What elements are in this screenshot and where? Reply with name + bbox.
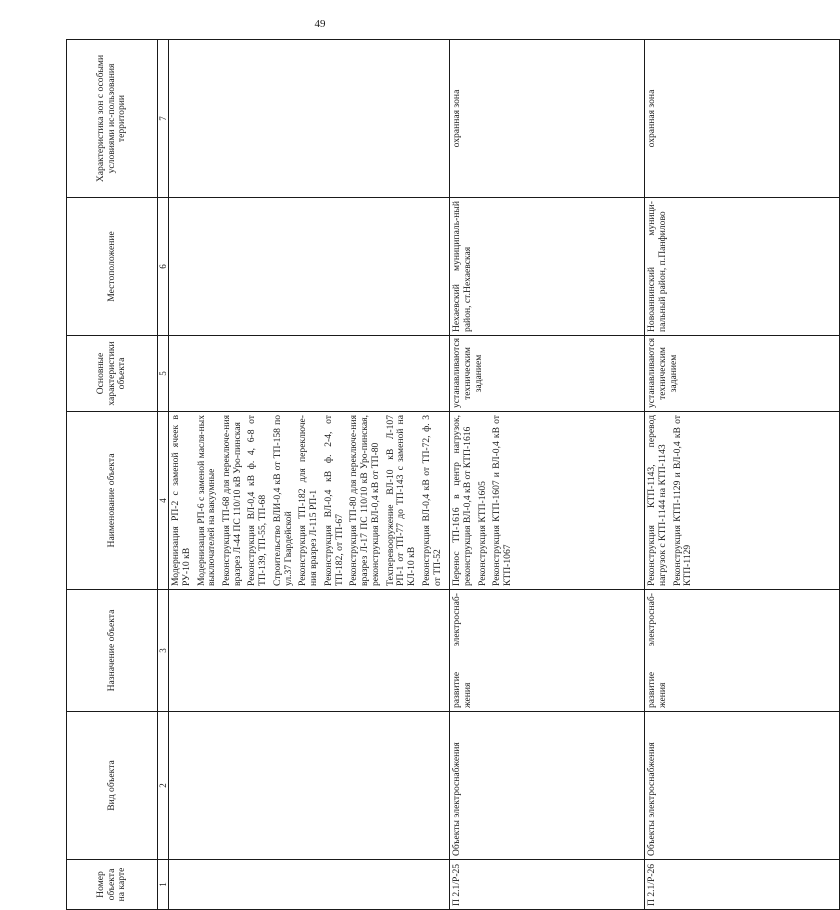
- object-purpose-cell: развитие электроснаб-жения: [645, 590, 840, 712]
- column-number: 5: [158, 336, 169, 412]
- object-name-item: Реконструкция ВЛ-0,4 кВ ф. 2-4, от ТП-182, от ТП-67: [322, 415, 345, 586]
- object-type-cell: Объекты электроснабжения: [450, 712, 645, 860]
- object-name-item: Модернизация РП-2 с заменой ячеек в РУ-10 кВ: [170, 415, 192, 586]
- object-number-cell: [169, 860, 450, 910]
- column-number: 7: [158, 40, 169, 198]
- object-location-cell: Новоаннинский муници-пальный район, п.Панфилово: [645, 198, 840, 336]
- column-number: 3: [158, 590, 169, 712]
- object-name-item: Реконструкция КТП-1607 и ВЛ-0,4 кВ от КТП-1067: [491, 415, 514, 586]
- object-type-cell: [169, 712, 450, 860]
- header-purpose: Назначение объекта: [67, 590, 158, 712]
- object-zone-cell: [169, 40, 450, 198]
- object-zone-cell: охранная зона: [645, 40, 840, 198]
- rotated-table-container: [66, 40, 694, 910]
- object-name-item: Строительство ВЛИ-0,4 кВ от ТП-158 по ул.37 Гвардейской: [271, 415, 294, 586]
- object-zone-cell: охранная зона: [450, 40, 645, 198]
- object-name-item: Техперевооружение ВЛ-10 кВ Л-107 РП-1 от ТП-77 до ТП-143 с заменой на КЛ-10 кВ: [384, 415, 418, 586]
- object-name-item: Реконструкция КТП-1605: [476, 481, 488, 586]
- object-number-cell: П 2.1/Р-25: [450, 860, 645, 910]
- column-number: 2: [158, 712, 169, 860]
- header-number: Номер объекта на карте: [67, 860, 158, 910]
- object-location-cell: [169, 198, 450, 336]
- object-characteristics-cell: устанавливаются техническим заданием: [645, 336, 840, 412]
- objects-table: [66, 39, 840, 910]
- table-row: [450, 40, 645, 910]
- column-number: 1: [158, 860, 169, 910]
- object-name-item: Реконструкция ТП-182 для переключе-ния вразрез Л-115 РП-1: [297, 415, 320, 586]
- object-name-item: Реконструкция ТП-80 для переключе-ния вразрез Л-17 ПС 110/10 кВ Уро-пинская, реконструкция ВЛ-0,4 кВ от ТП-80: [348, 415, 381, 586]
- header-location: Местоположение: [67, 198, 158, 336]
- object-characteristics-cell: [169, 336, 450, 412]
- object-purpose-cell: развитие электроснаб-жения: [450, 590, 645, 712]
- column-number: 4: [158, 412, 169, 590]
- object-purpose-cell: [169, 590, 450, 712]
- object-number-cell: П 2.1/Р-26: [645, 860, 840, 910]
- object-name-item: Реконструкция КТП-1143, перевод нагрузок с КТП-1144 на КТП-1143: [646, 415, 668, 586]
- table-row: [645, 40, 840, 910]
- object-name-item: Реконструкция ВЛ-0,4 кВ от ТП-72, ф. 3 от ТП-52: [420, 415, 443, 586]
- header-type: Вид объекта: [67, 712, 158, 860]
- object-type-cell: Объекты электроснабжения: [645, 712, 840, 860]
- object-name-item: Реконструкция КТП-1129 и ВЛ-0,4 кВ от КТП-1129: [671, 415, 694, 586]
- object-names-cell: [169, 412, 450, 590]
- object-name-item: Реконструкция ВЛ-0,4 кВ ф. 4, 6-8 от ТП-139, ТП-55, ТП-68: [246, 415, 269, 586]
- object-characteristics-cell: устанавливаются техническим заданием: [450, 336, 645, 412]
- column-number: 6: [158, 198, 169, 336]
- object-name-item: Модернизация РП-6 с заменой масля-ных выключателей на вакуумные: [195, 415, 218, 586]
- header-characteristics: Основные характеристики объекта: [67, 336, 158, 412]
- table-row: [169, 40, 450, 910]
- object-location-cell: Нехаевский муниципаль-ный район, ст.Нехаевская: [450, 198, 645, 336]
- header-name: Наименование объекта: [67, 412, 158, 590]
- column-number-row: [158, 40, 169, 910]
- object-name-item: Перенос ТП-1616 в центр нагрузок, реконструкция ВЛ-0,4 кВ от КТП-1616: [451, 415, 473, 586]
- object-name-item: Реконструкция ТП-68 для переключе-ния вразрез Л-44 ПС 110/10 кВ Уро-пинская: [221, 415, 243, 586]
- page-number: 49: [314, 18, 326, 30]
- header-zone: Характеристика зон с особыми условиями ис-пользования территории: [67, 40, 158, 198]
- object-names-cell: [450, 412, 645, 590]
- header-row: [67, 40, 158, 910]
- object-names-cell: [645, 412, 840, 590]
